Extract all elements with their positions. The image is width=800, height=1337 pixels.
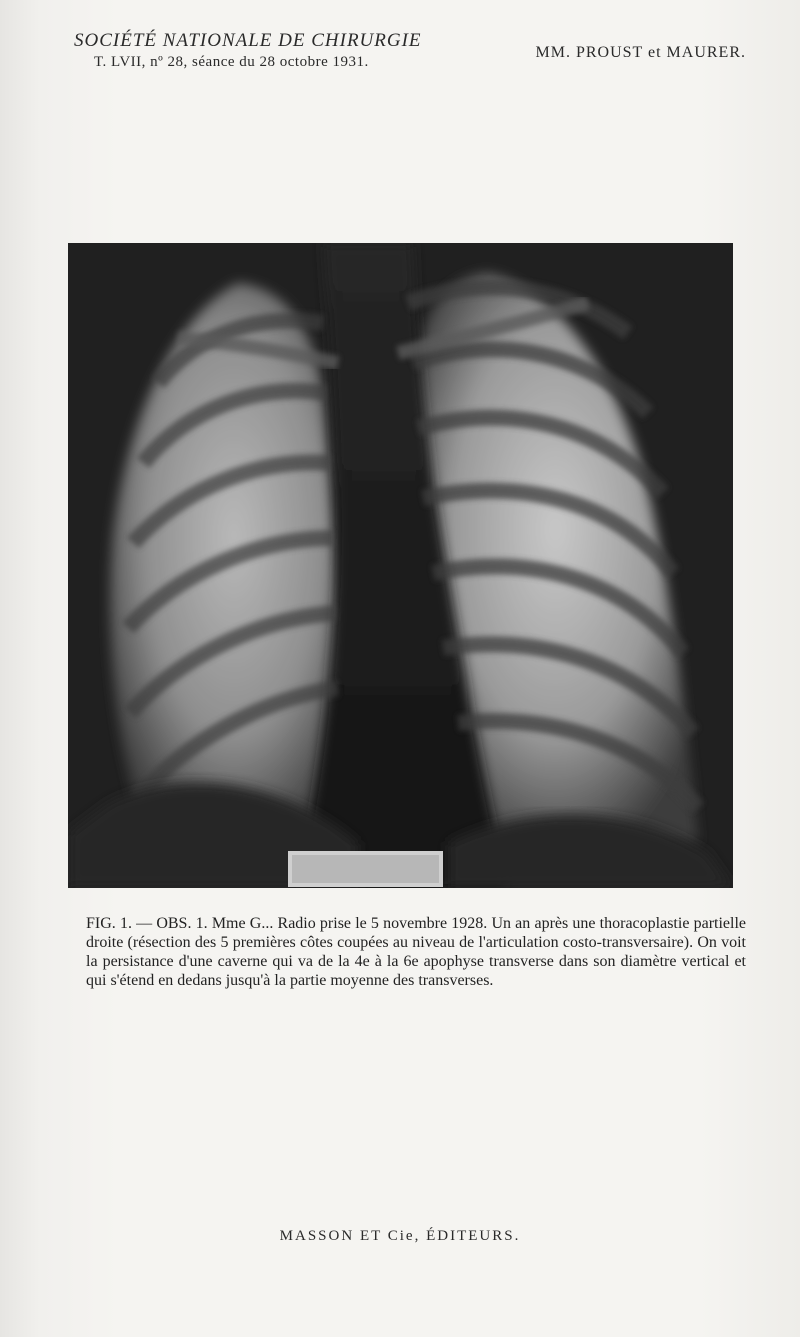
society-name: SOCIÉTÉ NATIONALE DE CHIRURGIE [74, 30, 422, 51]
publisher-footer: MASSON ET Cie, ÉDITEURS. [279, 1228, 521, 1244]
session-reference: T. LVII, nº 28, séance du 28 octobre 1931. [94, 54, 369, 70]
running-header [74, 30, 454, 71]
caption-label: FIG. 1. — OBS. 1. [86, 915, 208, 932]
caption-text: Mme G... Radio prise le 5 novembre 1928. Un an après une thoracoplastie partielle droite (résection des 5 premières côtes coupées au niveau de l'articulation costo-transversaire). On voit la persistance d'une caverne qui va de la 4e à la 6e apophyse transverse dans son diamètre vertical et qui s'étend en dedans jusqu'à la partie moyenne des transverses. [86, 915, 747, 989]
radiograph-image [68, 243, 733, 888]
figure-caption [86, 914, 746, 990]
authors: MM. PROUST et MAURER. [535, 44, 746, 61]
chest-radiograph [68, 243, 733, 888]
